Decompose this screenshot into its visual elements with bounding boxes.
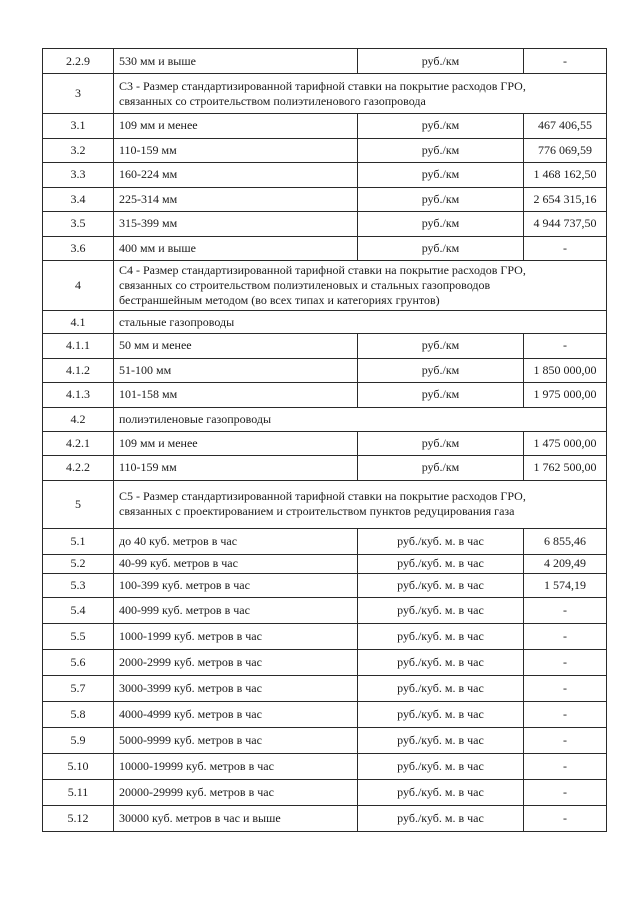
section-title: С3 - Размер стандартизированной тарифной ставки на покрытие расходов ГРО, связанных со строительством полиэтиленового газопровода xyxy=(114,74,607,114)
section-row xyxy=(43,261,607,311)
row-unit: руб./км xyxy=(358,383,524,408)
table-row xyxy=(43,623,607,649)
table-row xyxy=(43,236,607,261)
row-unit: руб./куб. м. в час xyxy=(358,675,524,701)
row-value: - xyxy=(524,701,607,727)
table-row xyxy=(43,456,607,481)
row-description: 110-159 мм xyxy=(114,456,358,481)
row-description: 110-159 мм xyxy=(114,138,358,163)
row-value: - xyxy=(524,49,607,74)
row-value: 2 654 315,16 xyxy=(524,187,607,212)
row-number: 4 xyxy=(43,261,114,311)
row-number: 5.6 xyxy=(43,649,114,675)
row-value: - xyxy=(524,236,607,261)
row-description: 400-999 куб. метров в час xyxy=(114,597,358,623)
tariff-rates-table xyxy=(42,48,607,832)
row-description: 315-399 мм xyxy=(114,212,358,237)
row-unit: руб./км xyxy=(358,163,524,188)
row-unit: руб./км xyxy=(358,334,524,359)
row-value: - xyxy=(524,779,607,805)
row-description: 50 мм и менее xyxy=(114,334,358,359)
row-description: 10000-19999 куб. метров в час xyxy=(114,753,358,779)
table-row xyxy=(43,334,607,359)
table-row xyxy=(43,431,607,456)
row-value: - xyxy=(524,623,607,649)
table-row xyxy=(43,358,607,383)
row-number: 4.1 xyxy=(43,311,114,334)
table-row xyxy=(43,383,607,408)
row-number: 4.2.2 xyxy=(43,456,114,481)
row-unit: руб./км xyxy=(358,114,524,139)
row-description: 160-224 мм xyxy=(114,163,358,188)
row-unit: руб./км xyxy=(358,431,524,456)
table-row xyxy=(43,114,607,139)
row-number: 5.7 xyxy=(43,675,114,701)
row-unit: руб./км xyxy=(358,212,524,237)
row-value: - xyxy=(524,334,607,359)
row-description: 109 мм и менее xyxy=(114,431,358,456)
table-row xyxy=(43,779,607,805)
row-number: 3.5 xyxy=(43,212,114,237)
row-value: 1 574,19 xyxy=(524,573,607,597)
row-number: 2.2.9 xyxy=(43,49,114,74)
row-number: 4.1.3 xyxy=(43,383,114,408)
table-row xyxy=(43,649,607,675)
row-number: 5.9 xyxy=(43,727,114,753)
row-description: 3000-3999 куб. метров в час xyxy=(114,675,358,701)
row-number: 5.12 xyxy=(43,805,114,831)
row-value: - xyxy=(524,805,607,831)
row-number: 5.5 xyxy=(43,623,114,649)
table-row xyxy=(43,805,607,831)
row-description: 100-399 куб. метров в час xyxy=(114,573,358,597)
row-unit: руб./куб. м. в час xyxy=(358,554,524,573)
row-unit: руб./куб. м. в час xyxy=(358,753,524,779)
row-description: 51-100 мм xyxy=(114,358,358,383)
row-number: 5.1 xyxy=(43,528,114,554)
row-value: - xyxy=(524,727,607,753)
row-number: 4.1.1 xyxy=(43,334,114,359)
row-description: 40-99 куб. метров в час xyxy=(114,554,358,573)
row-unit: руб./куб. м. в час xyxy=(358,623,524,649)
table-row xyxy=(43,701,607,727)
row-value: 1 975 000,00 xyxy=(524,383,607,408)
row-number: 5.11 xyxy=(43,779,114,805)
row-value: 1 762 500,00 xyxy=(524,456,607,481)
row-number: 4.1.2 xyxy=(43,358,114,383)
table-row xyxy=(43,554,607,573)
table-row xyxy=(43,138,607,163)
section-title: С4 - Размер стандартизированной тарифной ставки на покрытие расходов ГРО, связанных со строительством полиэтиленовых и стальных газопроводов бестраншейным методом (во всех типах и категориях грунтов) xyxy=(114,261,607,311)
row-number: 3 xyxy=(43,74,114,114)
table-row xyxy=(43,49,607,74)
section-row xyxy=(43,480,607,528)
row-value: - xyxy=(524,753,607,779)
row-value: 4 209,49 xyxy=(524,554,607,573)
row-unit: руб./куб. м. в час xyxy=(358,649,524,675)
row-description: 530 мм и выше xyxy=(114,49,358,74)
row-value: - xyxy=(524,649,607,675)
table-row xyxy=(43,753,607,779)
section-title: полиэтиленовые газопроводы xyxy=(114,407,607,431)
table-row xyxy=(43,187,607,212)
row-unit: руб./км xyxy=(358,138,524,163)
row-description: 20000-29999 куб. метров в час xyxy=(114,779,358,805)
row-number: 3.1 xyxy=(43,114,114,139)
row-number: 5 xyxy=(43,480,114,528)
row-description: 5000-9999 куб. метров в час xyxy=(114,727,358,753)
section-title: стальные газопроводы xyxy=(114,311,607,334)
row-unit: руб./куб. м. в час xyxy=(358,701,524,727)
row-unit: руб./км xyxy=(358,49,524,74)
table-body xyxy=(43,49,607,832)
row-unit: руб./куб. м. в час xyxy=(358,779,524,805)
table-row xyxy=(43,727,607,753)
table-row xyxy=(43,528,607,554)
table-row xyxy=(43,163,607,188)
row-number: 3.2 xyxy=(43,138,114,163)
section-row xyxy=(43,407,607,431)
row-unit: руб./км xyxy=(358,456,524,481)
row-value: 4 944 737,50 xyxy=(524,212,607,237)
row-description: 109 мм и менее xyxy=(114,114,358,139)
row-value: - xyxy=(524,597,607,623)
row-value: - xyxy=(524,675,607,701)
section-title: С5 - Размер стандартизированной тарифной ставки на покрытие расходов ГРО, связанных с проектированием и строительством пунктов редуцирования газа xyxy=(114,480,607,528)
row-description: 30000 куб. метров в час и выше xyxy=(114,805,358,831)
row-unit: руб./км xyxy=(358,187,524,212)
row-value: 1 850 000,00 xyxy=(524,358,607,383)
row-description: 101-158 мм xyxy=(114,383,358,408)
row-value: 776 069,59 xyxy=(524,138,607,163)
row-unit: руб./км xyxy=(358,236,524,261)
row-value: 1 468 162,50 xyxy=(524,163,607,188)
row-description: 4000-4999 куб. метров в час xyxy=(114,701,358,727)
row-unit: руб./куб. м. в час xyxy=(358,805,524,831)
row-description: 2000-2999 куб. метров в час xyxy=(114,649,358,675)
row-unit: руб./куб. м. в час xyxy=(358,528,524,554)
row-number: 4.2.1 xyxy=(43,431,114,456)
row-unit: руб./куб. м. в час xyxy=(358,573,524,597)
section-row xyxy=(43,311,607,334)
row-unit: руб./км xyxy=(358,358,524,383)
row-unit: руб./куб. м. в час xyxy=(358,727,524,753)
table-row xyxy=(43,597,607,623)
row-description: 225-314 мм xyxy=(114,187,358,212)
table-row xyxy=(43,675,607,701)
section-row xyxy=(43,74,607,114)
table-row xyxy=(43,212,607,237)
row-description: до 40 куб. метров в час xyxy=(114,528,358,554)
row-number: 3.4 xyxy=(43,187,114,212)
row-value: 467 406,55 xyxy=(524,114,607,139)
row-value: 6 855,46 xyxy=(524,528,607,554)
row-number: 4.2 xyxy=(43,407,114,431)
row-value: 1 475 000,00 xyxy=(524,431,607,456)
row-number: 5.2 xyxy=(43,554,114,573)
row-number: 3.3 xyxy=(43,163,114,188)
row-number: 5.3 xyxy=(43,573,114,597)
table-row xyxy=(43,573,607,597)
row-unit: руб./куб. м. в час xyxy=(358,597,524,623)
row-number: 5.10 xyxy=(43,753,114,779)
row-description: 1000-1999 куб. метров в час xyxy=(114,623,358,649)
row-number: 5.4 xyxy=(43,597,114,623)
row-number: 5.8 xyxy=(43,701,114,727)
row-number: 3.6 xyxy=(43,236,114,261)
row-description: 400 мм и выше xyxy=(114,236,358,261)
